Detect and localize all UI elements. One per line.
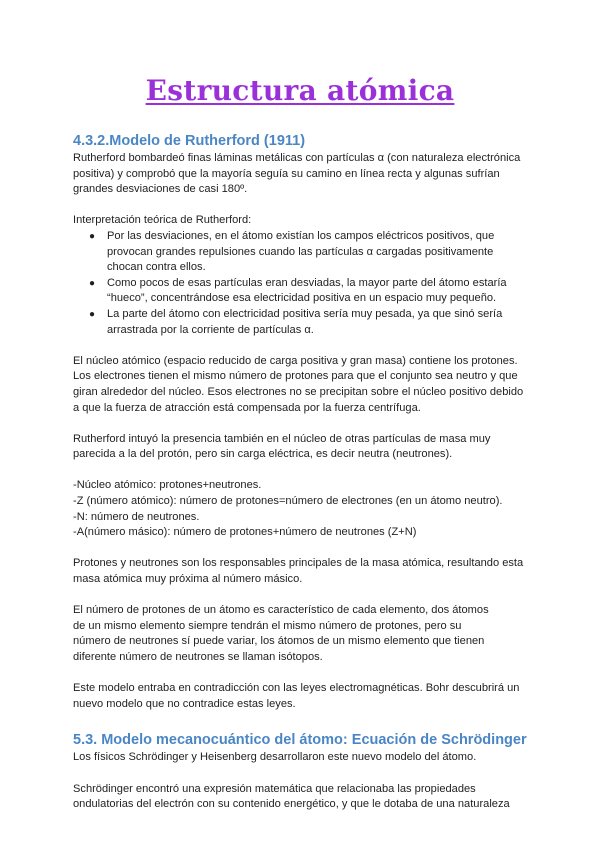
bullet-icon: ● [89, 308, 96, 320]
text-line: Rutherford bombardeó finas láminas metálicas con partículas α (con naturaleza electrónica [73, 152, 521, 164]
list-item: ● Como pocos de esas partículas eran desviadas, la mayor parte del átomo estaría “hueco”, concentrándose esa electricidad positiva en un espacio muy pequeño. [89, 276, 507, 305]
list-item: ● La parte del átomo con electricidad positiva sería muy pesada, ya que sinó sería arrastrada por la corriente de partículas α. [89, 307, 503, 336]
bullet-icon: ● [89, 277, 96, 289]
interpretation-list [73, 229, 528, 338]
bullet-icon: ● [89, 230, 96, 242]
document-body [73, 131, 528, 813]
paragraph-physicists: Los físicos Schrödinger y Heisenberg desarrollaron este nuevo modelo del átomo. [73, 751, 477, 764]
paragraph-mass: Protones y neutrones son los responsables principales de la masa atómica, resultando esta masa atómica muy próxima al número másico. [73, 557, 524, 586]
page-title: Estructura atómica [145, 74, 455, 107]
section-heading-rutherford: 4.3.2.Modelo de Rutherford (1911) [73, 133, 306, 149]
text-line: positiva) y comprobó que la mayoría seguía su camino en línea recta y algunas sufrían [73, 167, 500, 180]
text-line: grandes desviaciones de casi 180º. [73, 183, 248, 196]
paragraph-schrodinger: Schrödinger encontró una expresión matemática que relacionaba las propiedades ondulatorias del electrón con su contenido energético, y que le dotaba de una naturaleza [73, 782, 510, 811]
paragraph-isotopes: El número de protones de un átomo es característico de cada elemento, dos átomos de un mismo elemento siempre tendrán el mismo número de protones, pero su número de neutrones sí puede variar, los átomos de un mismo elemento que tienen diferente número de neutrones se llaman isótopos. [73, 604, 489, 663]
paragraph-contradiction: Este modelo entraba en contradicción con las leyes electromagnéticas. Bohr descubrirá un nuevo modelo que no contradice estas leyes. [73, 682, 520, 710]
paragraph-nucleus: El núcleo atómico (espacio reducido de carga positiva y gran masa) contiene los protones. Los electrones tienen el mismo número de protones para que el conjunto sea neutro y que giran alrededor del núcleo. Esos electrones no se precipitan sobre el núcleo positivo debido a que la fuerza de atracción está compensada por la fuerza centrífuga. [73, 354, 524, 414]
interpretation-label: Interpretación teórica de Rutherford: [73, 214, 252, 227]
definitions-list: -Núcleo atómico: protones+neutrones. -Z (número atómico): número de protones=número de electrones (en un átomo neutro). -N: número de neutrones. -A(número másico): número de protones+número de neutrones (Z+N) [73, 479, 503, 539]
paragraph-intro [73, 151, 528, 198]
section-heading-schrodinger: 5.3. Modelo mecanocuántico del átomo: Ecuación de Schrödinger [73, 732, 527, 749]
list-item: ● Por las desviaciones, en el átomo existían los campos eléctricos positivos, que provocan grandes repulsiones cuando las partículas α cargadas positivamente chocan contra ellos. [89, 229, 495, 274]
paragraph-neutrons: Rutherford intuyó la presencia también en el núcleo de otras partículas de masa muy parecida a la del protón, pero sin carga eléctrica, es decir neutra (neutrones). [73, 432, 491, 461]
